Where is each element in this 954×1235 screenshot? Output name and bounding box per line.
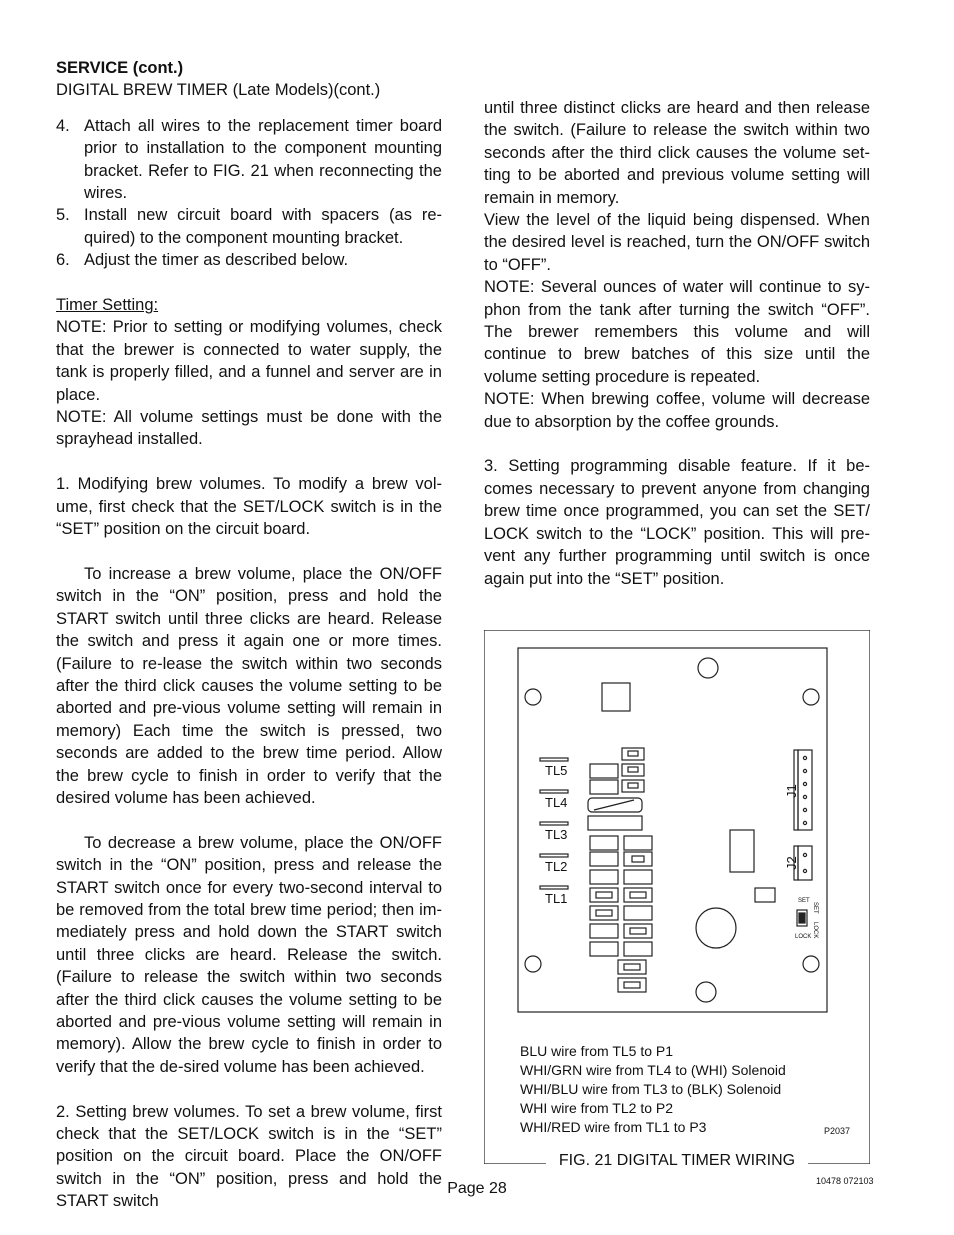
document-code: 10478 072103 bbox=[816, 1176, 874, 1186]
legend-item: WHI wire from TL2 to P2 bbox=[520, 1100, 674, 1116]
set-volumes-paragraph: 2. Setting brew volumes. To set a brew volume, first check that the SET/LOCK switch is in the “SET” position on the circuit board. Place the ON/OFF switch in the “ON” position, press and hold the START switch bbox=[56, 1102, 442, 1211]
note-supply: NOTE: Prior to setting or modifying volumes, check that the brewer is connected to water supply, the tank is properly filled, and a funnel and server are in place. bbox=[56, 318, 442, 404]
note-sprayhead: NOTE: All volume settings must be done with the sprayhead installed. bbox=[56, 408, 442, 449]
list-text: Adjust the timer as described below. bbox=[84, 251, 349, 270]
list-text: Attach all wires to the replacement timer board prior to installation to the component mounting bracket. Refer to FIG. 21 when reconnecting the wires. bbox=[84, 116, 442, 203]
terminal-tl1: TL1 bbox=[545, 891, 568, 906]
list-number: 5. bbox=[56, 206, 70, 225]
subsection-heading: DIGITAL BREW TIMER (Late Models)(cont.) bbox=[56, 81, 381, 100]
terminal-tl2: TL2 bbox=[545, 859, 568, 874]
connector-j2-label: J2 bbox=[784, 856, 799, 870]
list-item bbox=[56, 204, 442, 249]
modify-volumes-paragraph: 1. Modifying brew volumes. To modify a brew vol-ume, first check that the SET/LOCK switch is in the “SET” position on the circuit board. bbox=[56, 475, 442, 539]
note-syphon: NOTE: Several ounces of water will continue to sy-phon from the tank after turning the switch “OFF”. The brewer remembers this volume and will continue to brew batches of this size until the volume setting procedure is repeated. bbox=[484, 278, 870, 386]
switch-lock-label: LOCK bbox=[795, 934, 812, 940]
list-number: 4. bbox=[56, 116, 70, 135]
list-item bbox=[56, 115, 442, 205]
terminal-tl4: TL4 bbox=[545, 795, 568, 810]
figure-caption bbox=[484, 1152, 870, 1170]
note-coffee: NOTE: When brewing coffee, volume will decrease due to absorption by the coffee grounds. bbox=[484, 390, 870, 431]
terminal-tl3: TL3 bbox=[545, 827, 568, 842]
left-column bbox=[56, 57, 442, 1213]
legend-item: WHI/RED wire from TL1 to P3 bbox=[520, 1119, 707, 1135]
decrease-volume-paragraph: To decrease a brew volume, place the ON/OFF switch in the “ON” position, press and release the START switch once for every two-second interval to be removed from the total brew time period; then im-mediately press and hold down the START switch until three clicks are heard. Release the switch. (Failure to release the switch within two seconds after the third click causes the volume setting to be aborted and pre-vious volume setting will remain in memory). Allow the brew cycle to finish in order to verify that the de-sired volume has been achieved. bbox=[56, 833, 442, 1076]
legend-item: BLU wire from TL5 to P1 bbox=[520, 1043, 674, 1059]
terminal-tl5: TL5 bbox=[545, 763, 568, 778]
legend-item: WHI/BLU wire from TL3 to (BLK) Solenoid bbox=[520, 1081, 782, 1097]
wiring-legend bbox=[520, 1042, 786, 1137]
set-volumes-continued: until three distinct clicks are heard and then release the switch. (Failure to release the switch within two seconds after the third click causes the volume set-ting to be aborted and previous volume setting will remain in memory. bbox=[484, 99, 870, 207]
legend-item: WHI/GRN wire from TL4 to (WHI) Solenoid bbox=[520, 1062, 786, 1078]
switch-lock-label-vertical: LOCK bbox=[812, 922, 818, 939]
figure-caption-text: FIG. 21 DIGITAL TIMER WIRING bbox=[551, 1152, 803, 1169]
list-item bbox=[56, 249, 442, 271]
list-number: 6. bbox=[56, 251, 70, 270]
increase-volume-paragraph: To increase a brew volume, place the ON/OFF switch in the “ON” position, press and hold the START switch until three clicks are heard. Release the switch and press it again one or more times. (Failure to re-lease the switch within two seconds after the third click causes the volume setting to be aborted and pre-vious volume setting will remain in memory) Each time the switch is pressed, two seconds are added to the brew time period. Allow the brew cycle to finish in order to verify that the desired volume has been achieved. bbox=[56, 564, 442, 807]
page-number: Page 28 bbox=[447, 1180, 507, 1197]
right-column bbox=[484, 97, 870, 590]
timer-setting-heading: Timer Setting: bbox=[56, 296, 159, 315]
section-heading: SERVICE (cont.) bbox=[56, 59, 184, 77]
figure-id: P2037 bbox=[823, 1126, 850, 1136]
connector-j1-label: J1 bbox=[784, 784, 799, 798]
switch-set-label: SET bbox=[798, 898, 810, 904]
switch-set-label-vertical: SET bbox=[812, 902, 818, 914]
wiring-figure bbox=[484, 630, 870, 1169]
disable-feature-paragraph: 3. Setting programming disable feature. If it be-comes necessary to prevent anyone from changing brew time once programmed, you can set the SET/ LOCK switch to the “LOCK” position. This will pre-vent any further programming until switch is once again put into the “SET” position. bbox=[484, 457, 870, 588]
list-text: Install new circuit board with spacers (as re-quired) to the component mounting bracket. bbox=[84, 206, 442, 247]
view-level-paragraph: View the level of the liquid being dispensed. When the desired level is reached, turn the ON/OFF switch to “OFF”. bbox=[484, 211, 870, 274]
